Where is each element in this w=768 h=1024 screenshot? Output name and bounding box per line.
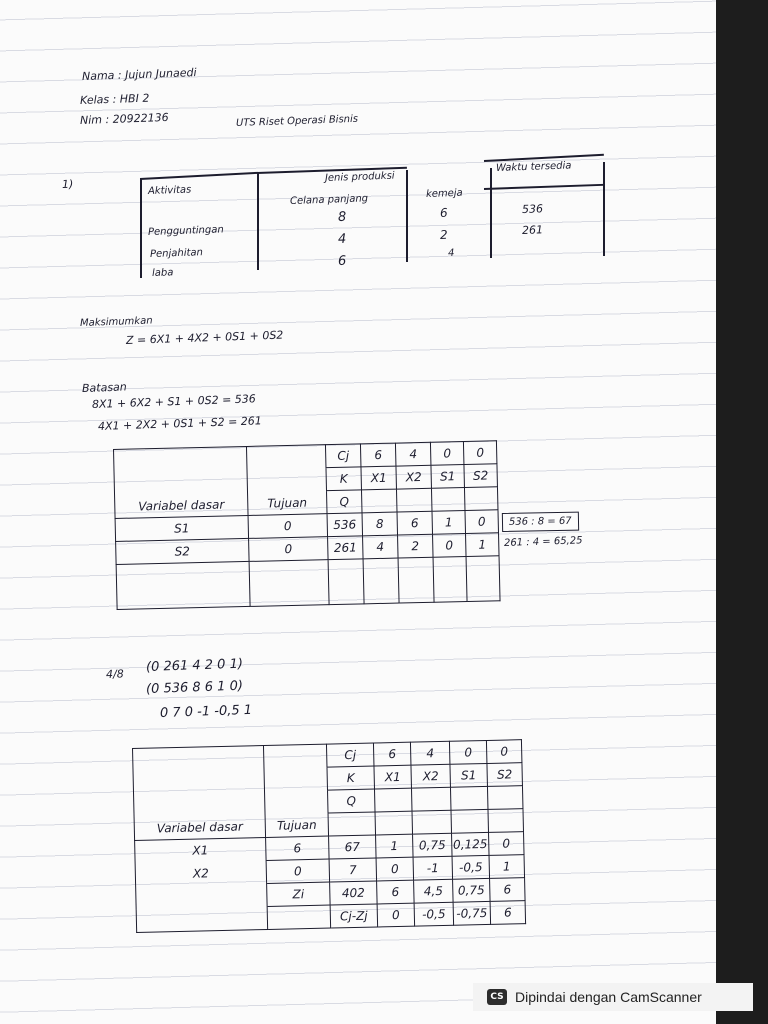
tableau-cell: 0,75 [453, 878, 491, 902]
student-class: Kelas : HBI 2 [79, 91, 150, 107]
cell: 6 [337, 253, 347, 269]
tableau-cell: S1 [450, 763, 488, 787]
col-activity-header: Aktivitas [147, 184, 192, 197]
row-label: Pengguntingan [147, 224, 224, 238]
tableau-cell: S1 [431, 465, 465, 489]
tableau-cell [431, 488, 465, 512]
tableau-cell: K [327, 766, 375, 790]
tableau-cell: 0 [486, 740, 522, 764]
tableau-cell: 0 [449, 740, 487, 764]
tableau-cell: 0 [465, 510, 499, 534]
tableau-cell: 1 [376, 834, 414, 858]
row-op-line-1: (0 261 4 2 0 1) [145, 656, 244, 675]
camscanner-logo-icon: CS [487, 989, 507, 1005]
tableau-cell: 0 [248, 514, 328, 539]
table-line [603, 162, 605, 256]
tableau-cell [328, 559, 364, 605]
tableau-cell: 0 [463, 441, 497, 465]
tableau-cell [114, 469, 247, 495]
row-op-line-2: (0 536 8 6 1 0) [145, 678, 244, 697]
student-name: Nama : Jujun Junaedi [81, 66, 197, 83]
tableau-cell: S2 [464, 464, 498, 488]
tableau-cell: X1 [374, 765, 412, 789]
tableau-cell: Tujuan [248, 491, 328, 516]
tableau-cell: X2 [135, 860, 266, 886]
tableau-cell: Q [328, 789, 376, 813]
tableau-cell [133, 769, 264, 795]
tableau-cell: 6 [490, 878, 526, 902]
tableau-cell [249, 560, 329, 607]
ratio-row-2: 261 : 4 = 65,25 [503, 535, 583, 549]
tableau-cell: 0 [266, 859, 330, 883]
tableau-cell: S1 [115, 515, 248, 541]
tableau-cell: X1 [361, 466, 397, 490]
table-line [406, 170, 408, 262]
tableau-cell: 0 [433, 534, 467, 558]
tableau-cell [265, 790, 329, 814]
row-label: laba [151, 267, 174, 279]
tableau-cell: 6 [373, 742, 411, 766]
cell: 536 [521, 202, 544, 216]
tableau-cell: X2 [396, 465, 432, 489]
tableau-cell [433, 557, 467, 603]
tableau-cell: S2 [487, 763, 523, 787]
tableau-cell: Variabel dasar [115, 492, 248, 518]
objective-label: Maksimumkan [79, 315, 153, 329]
tableau-cell: 6 [490, 901, 526, 925]
tableau-cell: 6 [266, 836, 330, 860]
tableau-cell: X1 [135, 837, 266, 863]
tableau-cell [328, 812, 376, 836]
tableau-cell: -0,5 [452, 855, 490, 879]
tableau-cell [464, 487, 498, 511]
tableau-cell [412, 810, 452, 834]
tableau-cell: 0 [249, 537, 329, 562]
problem-number: 1) [61, 177, 74, 191]
tableau-cell [247, 468, 327, 493]
tableau-cell: 4,5 [414, 879, 454, 903]
tableau-cell [133, 746, 264, 772]
scan-background-edge [716, 0, 768, 1024]
tableau-cell: -0,75 [453, 901, 491, 925]
tableau-cell: Q [327, 490, 363, 514]
table-line [257, 172, 259, 270]
tableau-cell: 4 [395, 442, 431, 466]
exam-subject: UTS Riset Operasi Bisnis [235, 113, 359, 129]
cell: 261 [521, 223, 544, 237]
tableau-cell: S2 [116, 538, 249, 564]
camscanner-watermark [473, 983, 753, 1011]
tableau-cell [114, 446, 247, 472]
tableau-cell [411, 787, 451, 811]
constraints-label: Batasan [81, 380, 127, 395]
tableau-cell: 261 [328, 536, 364, 560]
tableau-cell: Tujuan [265, 813, 329, 837]
tableau-cell: 67 [329, 835, 377, 859]
tableau-cell: Cj [326, 743, 374, 767]
table-line [140, 178, 142, 278]
tableau-cell: Variabel dasar [134, 814, 265, 840]
tableau-cell: 4 [410, 741, 450, 765]
tableau-cell: 6 [397, 511, 433, 535]
simplex-tableau-2 [132, 739, 526, 933]
tableau-cell: Zi [267, 882, 331, 906]
tableau-cell: 0 [376, 857, 414, 881]
tableau-cell [263, 744, 327, 768]
tableau-cell [375, 811, 413, 835]
cell: 2 [439, 227, 448, 242]
tableau-cell [136, 883, 267, 909]
tableau-cell [116, 561, 250, 609]
constraint-2: 4X1 + 2X2 + 0S1 + S2 = 261 [97, 414, 263, 433]
constraint-1: 8X1 + 6X2 + S1 + 0S2 = 536 [91, 392, 257, 411]
row-op-factor: 4/8 [105, 667, 124, 681]
table-line [490, 168, 492, 258]
simplex-tableau-1 [113, 440, 501, 610]
tableau-cell: -0,5 [414, 902, 454, 926]
tableau-cell: 402 [330, 881, 378, 905]
tableau-cell [487, 786, 523, 810]
tableau-cell: 4 [363, 535, 399, 559]
tableau-cell [361, 489, 397, 513]
tableau-cell: Cj-Zj [330, 904, 378, 928]
tableau-cell: 0 [430, 442, 464, 466]
tableau-cell: 2 [398, 534, 434, 558]
cell: 8 [337, 209, 347, 225]
cell: 4 [337, 231, 347, 247]
row-op-line-3: 0 7 0 -1 -0,5 1 [159, 702, 253, 721]
tableau-cell [264, 767, 328, 791]
objective-function: Z = 6X1 + 4X2 + 0S1 + 0S2 [125, 328, 284, 347]
tableau-cell: Cj [325, 444, 361, 468]
tableau-cell: X2 [411, 764, 451, 788]
col-celana-header: Celana panjang [289, 193, 369, 207]
tableau-cell: -1 [413, 856, 453, 880]
row-label: Penjahitan [149, 247, 204, 260]
tableau-cell: 1 [432, 511, 466, 535]
tableau-cell [134, 792, 265, 818]
tableau-cell: 1 [489, 855, 525, 879]
tableau-cell: 536 [327, 513, 363, 537]
tableau-cell: 6 [360, 443, 396, 467]
tableau-cell [488, 809, 524, 833]
tableau-cell [450, 786, 488, 810]
tableau-cell [136, 906, 267, 932]
cell: 6 [439, 205, 448, 220]
tableau-cell [363, 558, 399, 604]
student-nim: Nim : 20922136 [79, 110, 169, 127]
tableau-cell [246, 445, 326, 470]
tableau-cell: 0,75 [413, 833, 453, 857]
tableau-cell [396, 488, 432, 512]
tableau-cell: 7 [329, 858, 377, 882]
tableau-cell [267, 905, 331, 929]
tableau-cell: 8 [362, 512, 398, 536]
col-products-header: Jenis produksi [324, 170, 395, 184]
ratio-row-1: 536 : 8 = 67 [502, 512, 579, 532]
col-available-header: Waktu tersedia [495, 160, 572, 174]
tableau-cell [398, 557, 434, 603]
tableau-cell: 0 [377, 903, 415, 927]
tableau-cell [451, 809, 489, 833]
cell: 4 [447, 247, 455, 259]
tableau-cell: 6 [377, 880, 415, 904]
watermark-text: Dipindai dengan CamScanner [515, 989, 702, 1005]
tableau-cell: 0,125 [452, 832, 490, 856]
tableau-cell: 1 [466, 533, 500, 557]
tableau-cell: K [326, 467, 362, 491]
tableau-cell [374, 788, 412, 812]
tableau-cell: 0 [489, 832, 525, 856]
col-kemeja-header: kemeja [425, 187, 463, 200]
tableau-cell [466, 556, 500, 602]
